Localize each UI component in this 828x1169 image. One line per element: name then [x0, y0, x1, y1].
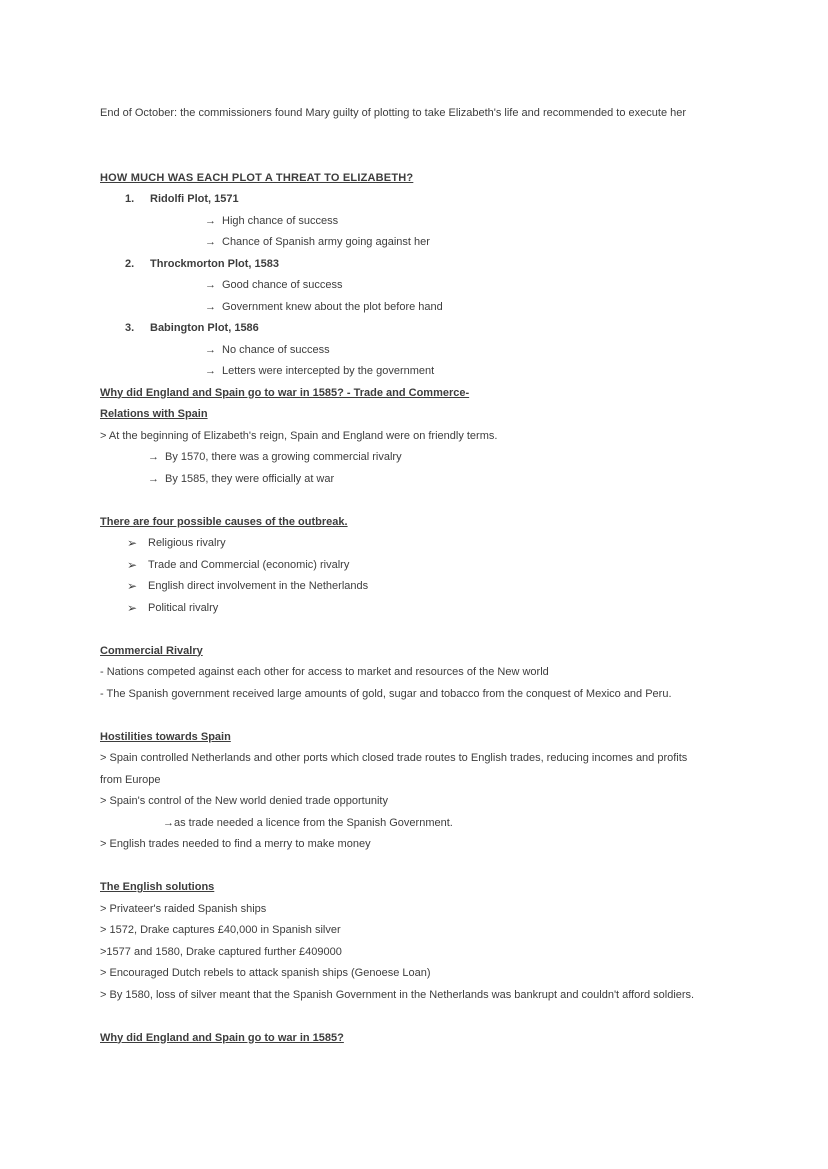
war-lead: > At the beginning of Elizabeth's reign, Spain and England were on friendly terms. — [100, 429, 498, 442]
solutions-line: >1577 and 1580, Drake captured further £409000 — [100, 945, 342, 958]
cause-item — [100, 576, 800, 598]
cause-text: Religious rivalry — [148, 537, 226, 549]
solutions-line: > By 1580, loss of silver meant that the Spanish Government in the Netherlands was bankrupt and couldn't afford soldiers. — [100, 988, 695, 1001]
plot-title-row — [100, 318, 800, 340]
plot-title: Ridolfi Plot, 1571 — [150, 193, 239, 205]
cause-text: Political rivalry — [148, 601, 219, 614]
plot-number: 1. — [125, 193, 135, 205]
plot-point-text: Letters were intercepted by the government — [222, 365, 435, 377]
arrow-icon: → — [205, 365, 216, 377]
war-point — [100, 469, 800, 491]
solutions-line: > Encouraged Dutch rebels to attack spanish ships (Genoese Loan) — [100, 967, 431, 979]
plot-point — [100, 232, 800, 254]
arrow-icon: → — [205, 236, 216, 248]
plot-point — [100, 340, 800, 362]
plot-point-text: Government knew about the plot before hand — [222, 300, 443, 313]
plot-title-row — [100, 254, 800, 276]
commercial-line: - Nations competed against each other for access to market and resources of the New world — [100, 666, 549, 678]
arrow-icon: → — [205, 279, 216, 291]
arrow-icon: → — [148, 451, 159, 463]
plot-item — [100, 254, 800, 319]
hostilities-subline: →as trade needed a licence from the Spanish Government. — [163, 816, 453, 829]
plot-number: 3. — [125, 322, 135, 334]
war-point-text: By 1585, they were officially at war — [165, 472, 335, 485]
hostilities-line: > English trades needed to find a merry to make money — [100, 838, 371, 850]
section-heading-causes: There are four possible causes of the outbreak. — [100, 515, 348, 528]
section-heading-war-line1: Why did England and Spain go to war in 1585? - Trade and Commerce- — [100, 386, 470, 399]
plot-title: Throckmorton Plot, 1583 — [150, 257, 279, 270]
arrow-icon: → — [205, 300, 216, 313]
plot-point-text: Chance of Spanish army going against her — [222, 236, 430, 248]
arrow-icon: → — [205, 343, 216, 356]
cause-item — [100, 598, 800, 620]
plot-point-text: No chance of success — [222, 343, 330, 356]
plot-point-text: High chance of success — [222, 214, 339, 227]
plot-title-row — [100, 189, 800, 211]
plot-title: Babington Plot, 1586 — [150, 322, 259, 334]
arrowhead-bullet-icon: ➢ — [127, 536, 138, 550]
arrow-icon: → — [205, 214, 216, 227]
plot-point — [100, 297, 800, 319]
hostilities-line: > Spain controlled Netherlands and other ports which closed trade routes to English trades, reducing incomes and profits — [100, 752, 688, 764]
cause-text: English direct involvement in the Netherlands — [148, 580, 369, 592]
section-heading-final: Why did England and Spain go to war in 1585? — [100, 1031, 344, 1044]
cause-item — [100, 533, 800, 555]
plot-point-text: Good chance of success — [222, 279, 343, 291]
section-heading-war-line2: Relations with Spain — [100, 408, 208, 420]
arrowhead-bullet-icon: ➢ — [127, 557, 138, 572]
war-point — [100, 447, 800, 469]
section-heading-hostilities: Hostilities towards Spain — [100, 730, 231, 743]
plot-item — [100, 318, 800, 383]
hostilities-line-continuation: from Europe — [100, 773, 161, 786]
solutions-line: > 1572, Drake captures £40,000 in Spanish silver — [100, 924, 341, 936]
arrowhead-bullet-icon: ➢ — [127, 600, 138, 615]
intro-paragraph: End of October: the commissioners found Mary guilty of plotting to take Elizabeth's life and recommended to execute her — [100, 107, 687, 119]
plot-number: 2. — [125, 257, 135, 270]
section-heading-commercial: Commercial Rivalry — [100, 644, 203, 657]
cause-item — [100, 555, 800, 577]
arrow-icon: → — [148, 472, 159, 485]
plot-point — [100, 275, 800, 297]
cause-text: Trade and Commercial (economic) rivalry — [148, 558, 350, 571]
commercial-line: - The Spanish government received large amounts of gold, sugar and tobacco from the conquest of Mexico and Peru. — [100, 687, 672, 700]
hostilities-line: > Spain's control of the New world denied trade opportunity — [100, 795, 388, 807]
plot-point — [100, 211, 800, 233]
section-heading-solutions: The English solutions — [100, 881, 215, 893]
plot-point — [100, 361, 800, 383]
solutions-line: > Privateer's raided Spanish ships — [100, 902, 267, 915]
section-heading-threats: HOW MUCH WAS EACH PLOT A THREAT TO ELIZABETH? — [100, 171, 414, 184]
war-point-text: By 1570, there was a growing commercial rivalry — [165, 451, 402, 463]
arrowhead-bullet-icon: ➢ — [127, 579, 138, 593]
plot-item — [100, 189, 800, 254]
